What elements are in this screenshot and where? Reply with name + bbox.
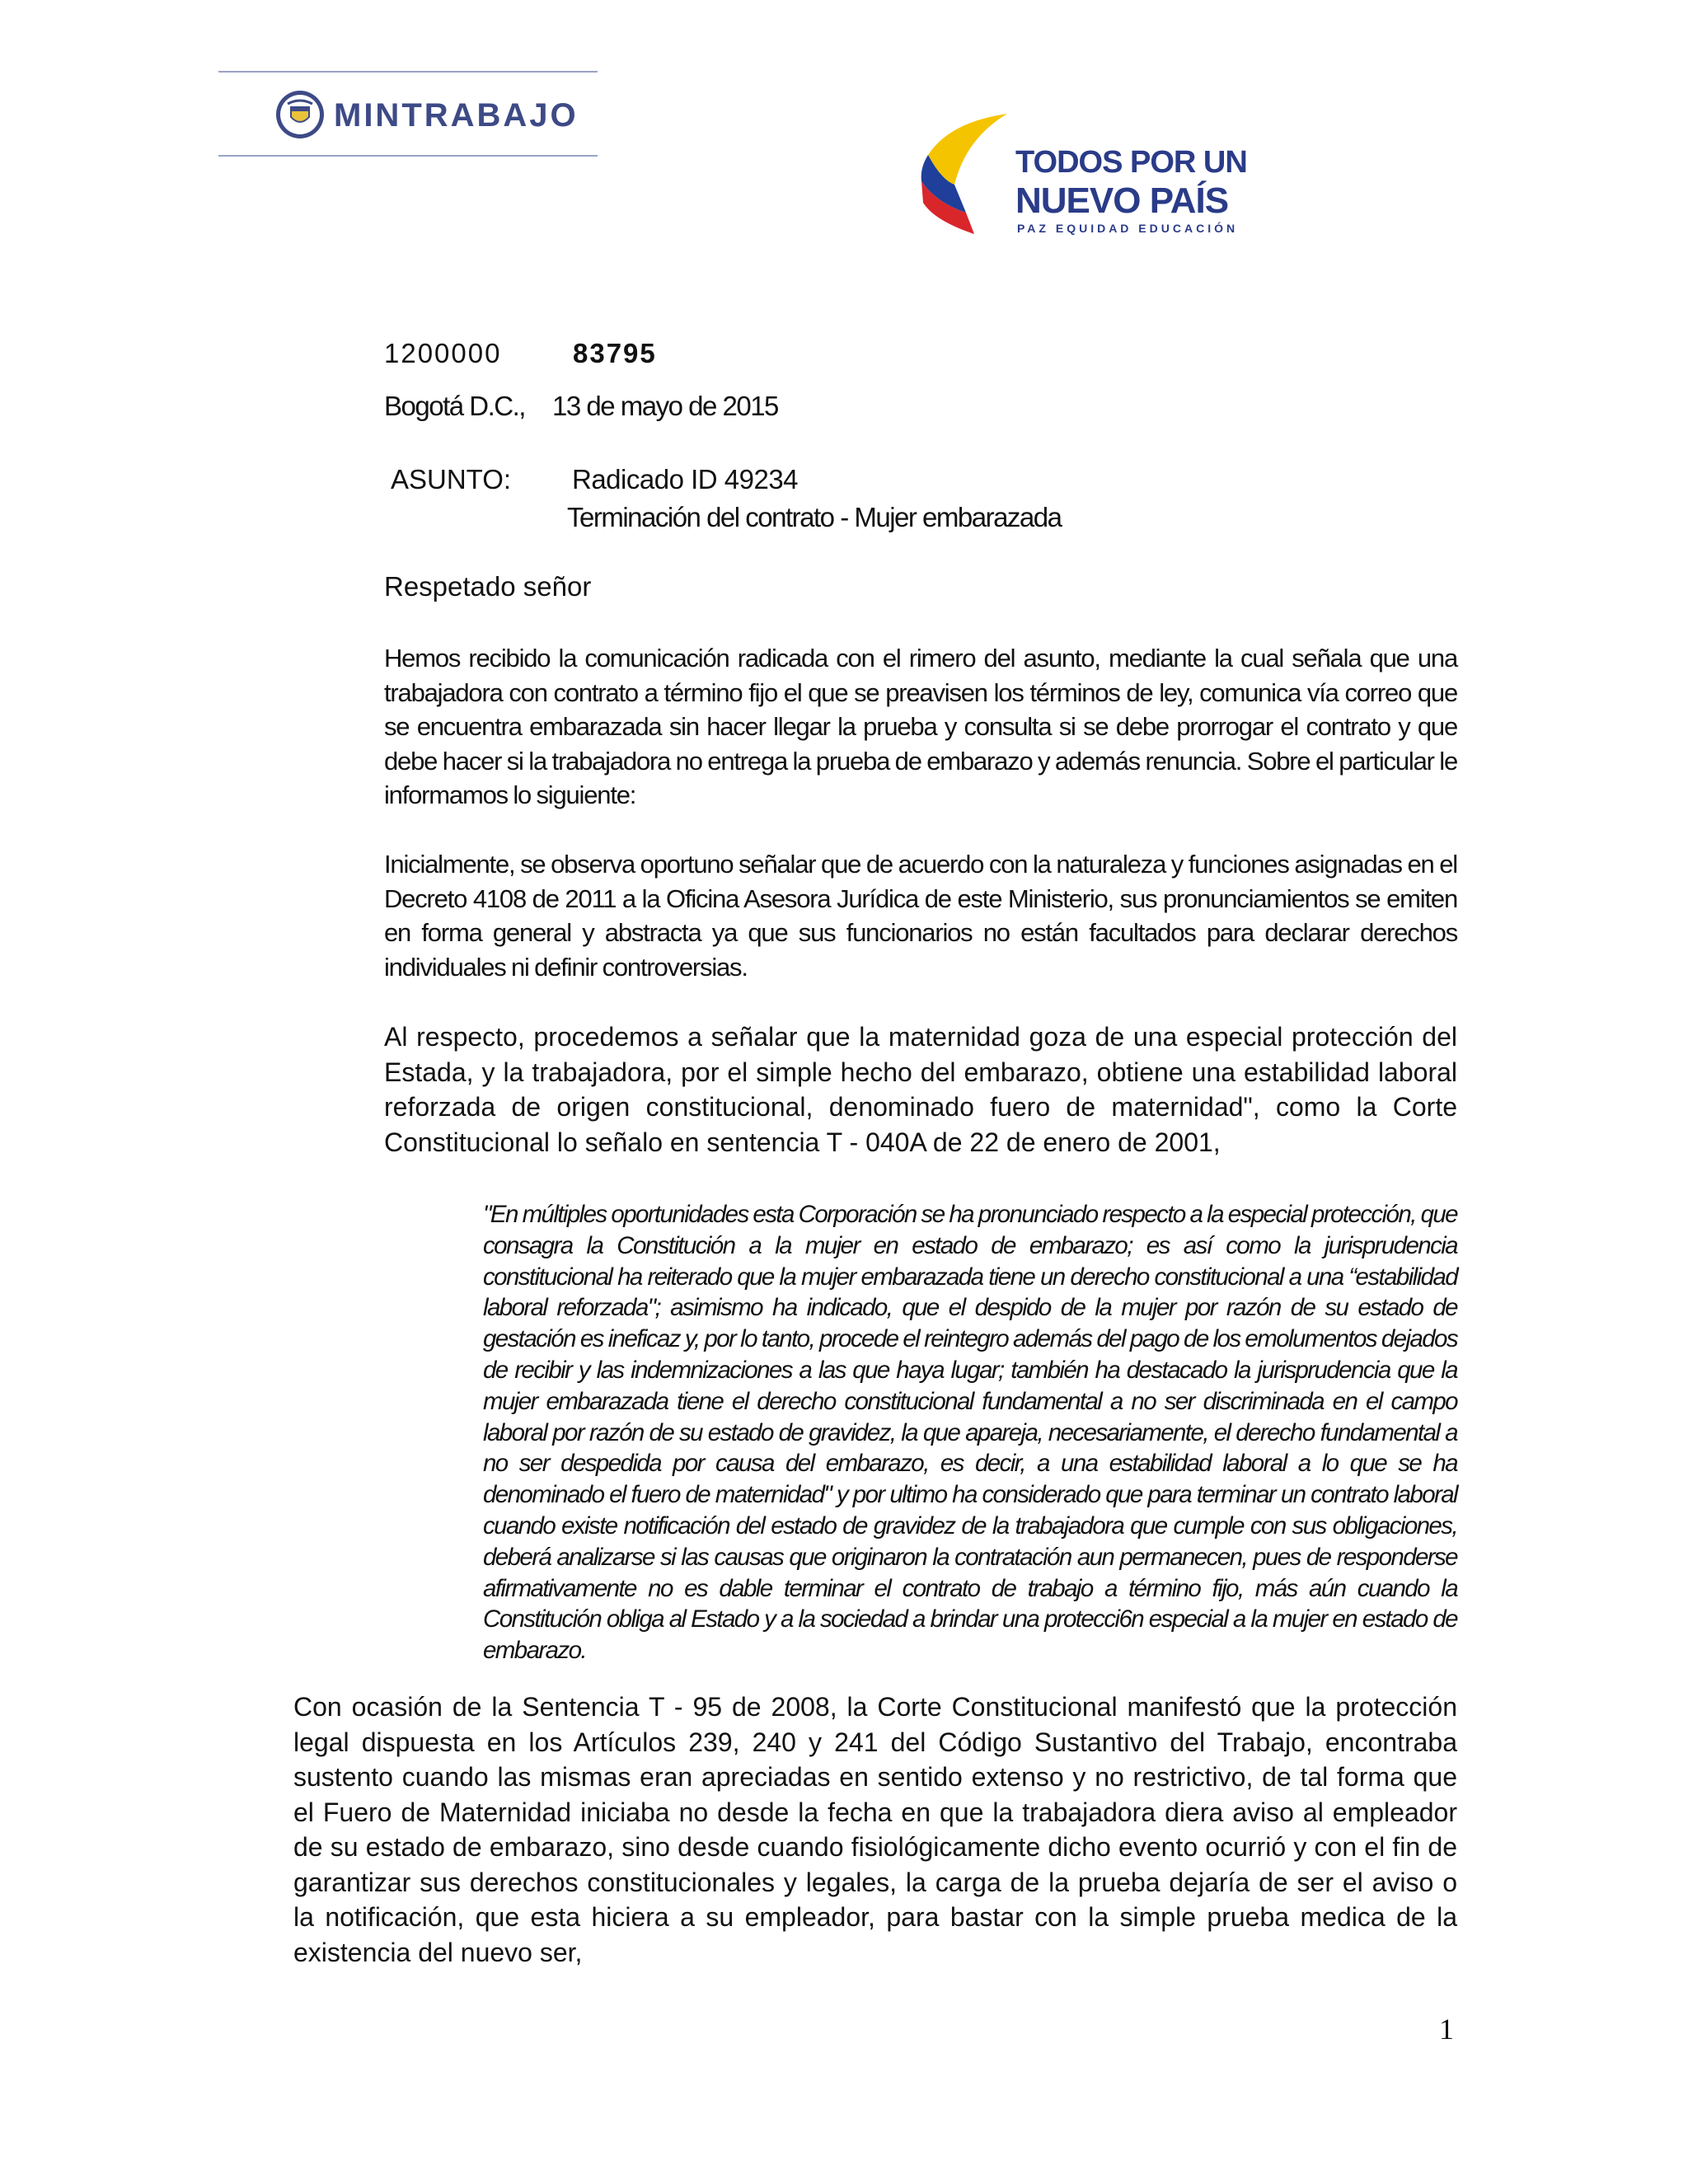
city: Bogotá D.C., bbox=[384, 391, 525, 421]
colombia-flag-swoosh-icon bbox=[917, 105, 1015, 246]
paragraph-competence: Inicialmente, se observa oportuno señalar que de acuerdo con la naturaleza y funciones asignadas en el Decreto 4108 de 2011 a la Oficina Asesora Jurídica de este Ministerio, sus pronunciamientos se emiten en forma general y abstracta ya que sus funcionarios no están facultados para declarar derechos individuales ni definir controversias. bbox=[384, 850, 1457, 982]
reference-code: 1200000 bbox=[384, 338, 502, 368]
subject-line-1: Radicado ID 49234 bbox=[572, 464, 799, 494]
paragraph-intro: Hemos recibido la comunicación radicada con el rimero del asunto, mediante la cual señala que una trabajadora con contrato a término fijo el que se preavisen los términos de ley, comunica vía correo que se encuentra embarazada sin hacer llegar la prueba y consulta si se debe prorrogar el contrato y que debe hacer si la trabajadora no entrega la prueba de embarazo y además renuncia. Sobre el particular le informamos lo siguiente: bbox=[384, 644, 1457, 809]
salutation: Respetado señor bbox=[384, 571, 592, 602]
campaign-logo-tagline: PAZ EQUIDAD EDUCACIÓN bbox=[1017, 222, 1239, 235]
subject-label: ASUNTO: bbox=[391, 464, 512, 494]
header-rule-bottom bbox=[218, 155, 598, 157]
campaign-logo-line2: NUEVO PAÍS bbox=[1015, 180, 1229, 221]
colombia-coat-of-arms-icon bbox=[274, 89, 326, 140]
ministry-logo-text: MINTRABAJO bbox=[334, 97, 579, 134]
subject-line-2: Terminación del contrato - Mujer embarazada bbox=[567, 502, 1062, 532]
page-number: 1 bbox=[1439, 2013, 1454, 2046]
header-rule-top bbox=[218, 71, 598, 73]
paragraph-maternity-protection: Al respecto, procedemos a señalar que la maternidad goza de una especial protección del Estada, y la trabajadora, por el simple hecho del embarazo, obtiene una estabilidad laboral reforzada de origen constitucional, denominado fuero de maternidad", como la Corte Constitucional lo señalo en sentencia T - 040A de 22 de enero de 2001, bbox=[384, 1022, 1457, 1157]
block-quote-sentencia: "En múltiples oportunidades esta Corporación se ha pronunciado respecto a la especial protección, que consagra la Constitución a la mujer en estado de embarazo; es así como la jurisprudencia constitucional ha reiterado que la mujer embarazada tiene un derecho constitucional a una “estabilidad laboral reforzada"; asimismo ha indicado, que el despido de la mujer por razón de su estado de gestación es ineficaz y, por lo tanto, procede el reintegro además del pago de los emolumentos dejados de recibir y las indemnizaciones a las que haya lugar; también ha destacado la jurisprudencia que la mujer embarazada tiene el derecho constitucional fundamental a no ser discriminada en el campo laboral por razón de su estado de gravidez, la que apareja, necesariamente, el derecho fundamental a no ser despedida por causa del embarazo, es decir, a una estabilidad laboral a lo que se ha denominado el fuero de maternidad" y por ultimo ha considerado que para terminar un contrato laboral cuando existe notificación del estado de gravidez de la trabajadora que cumple con sus obligaciones, deberá analizarse si las causas que originaron la contratación aun permanecen, pues de responderse afirmativamente no es dable terminar el contrato de trabajo a término fijo, más aún cuando la Constitución obliga al Estado y a la sociedad a brindar una protecci6n especial a la mujer en estado de embarazo. bbox=[483, 1201, 1457, 1665]
paragraph-sentencia-t95: Con ocasión de la Sentencia T - 95 de 2008, la Corte Constitucional manifestó que la protección legal dispuesta en los Artículos 239, 240 y 241 del Código Sustantivo del Trabajo, encontraba sustento cuando las mismas eran apreciadas en sentido extenso y no restrictivo, de tal forma que el Fuero de Maternidad iniciaba no desde la fecha en que la trabajadora diera aviso al empleador de su estado de embarazo, sino desde cuando fisiológicamente dicho evento ocurrió y con el fin de garantizar sus derechos constitucionales y legales, la carga de la prueba dejaría de ser el aviso o la notificación, que esta hiciera a su empleador, para bastar con la simple prueba medica de la existencia del nuevo ser, bbox=[293, 1692, 1457, 1967]
campaign-logo-line1: TODOS POR UN bbox=[1015, 145, 1247, 180]
letter-date: 13 de mayo de 2015 bbox=[552, 391, 778, 421]
reference-number: 83795 bbox=[573, 338, 657, 368]
